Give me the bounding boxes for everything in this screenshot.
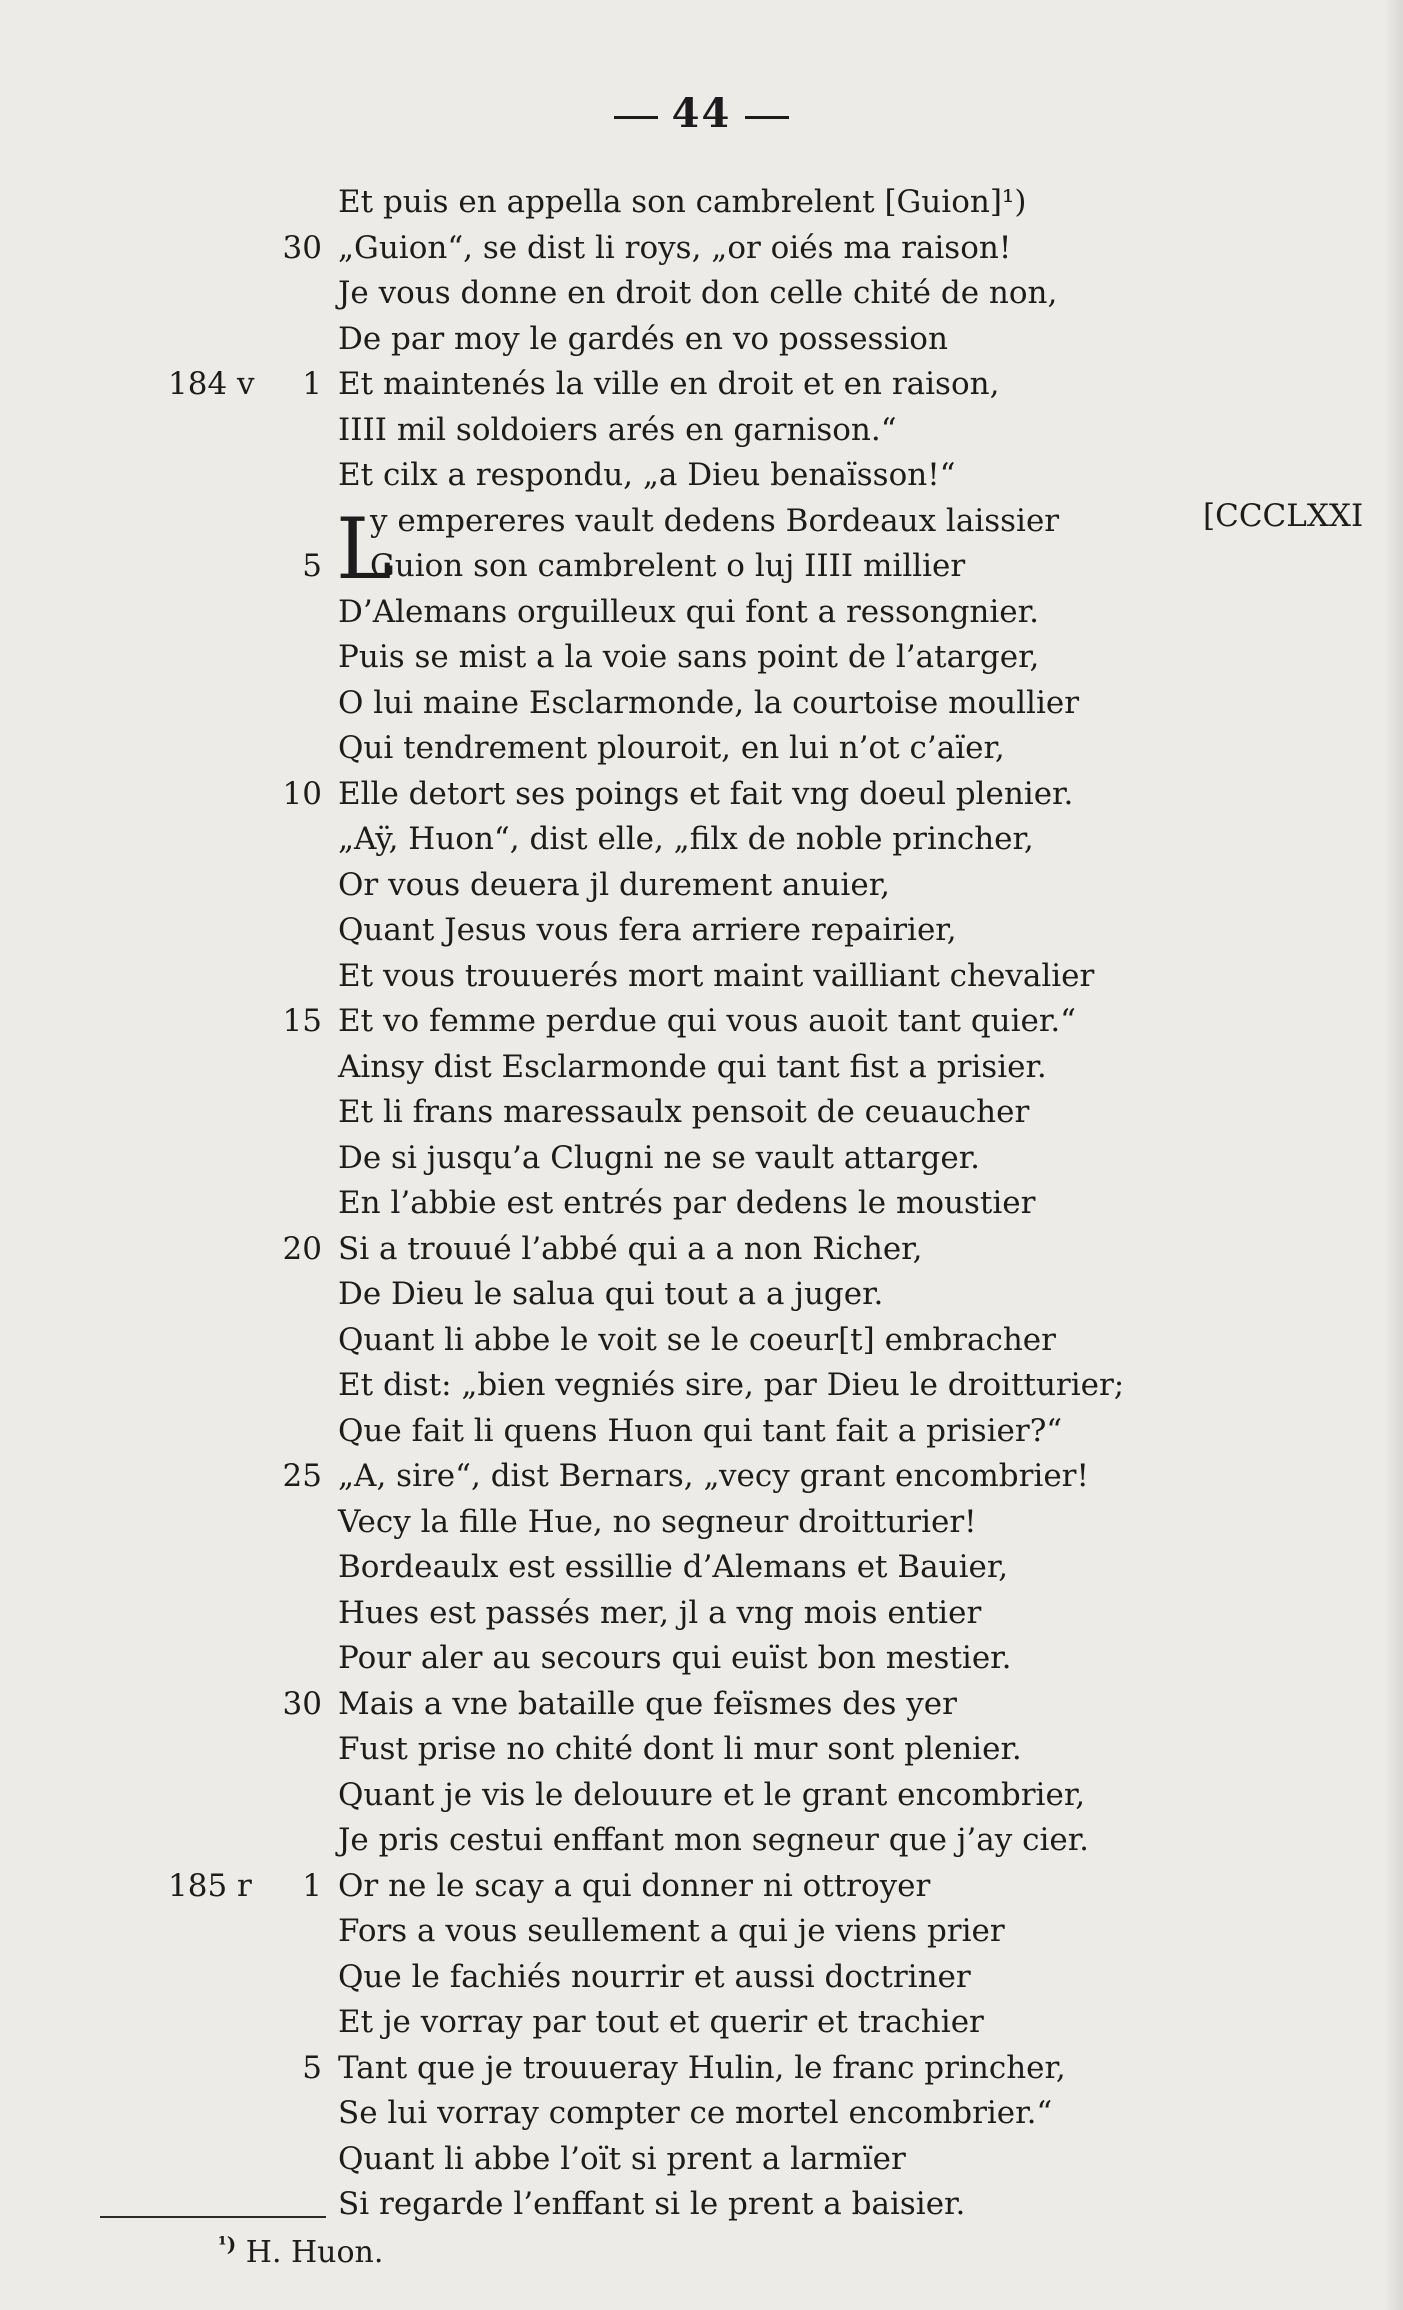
line-text: Que le fachiés nourrir et aussi doctriner [338, 1958, 971, 1995]
chapter-mark: [CCCLXXI [1203, 498, 1364, 534]
poem-line [0, 453, 1403, 499]
line-text: D’Alemans orguilleux qui font a ressongnier. [338, 593, 1039, 630]
line-text: Et cilx a respondu, „a Dieu benaïsson!“ [338, 457, 956, 493]
poem-line [0, 1363, 1403, 1409]
line-text: Que fait li quens Huon qui tant fait a prisier?“ [338, 1412, 1063, 1449]
line-text: Pour aler au secours qui euïst bon mestier. [338, 1640, 1012, 1676]
line-text: Tant que je trouueray Hulin, le franc princher, [338, 2049, 1066, 2086]
line-number: 10 [282, 775, 322, 812]
line-text: Vecy la fille Hue, no segneur droitturier! [338, 1503, 977, 1540]
line-text: Je vous donne en droit don celle chité de non, [338, 275, 1058, 311]
line-text: Et puis en appella son cambrelent [Guion]¹) [338, 184, 1027, 220]
line-text: Qui tendrement plouroit, en lui n’ot c’aïer, [338, 730, 1005, 766]
poem-line [0, 1636, 1403, 1682]
poem-line [0, 1045, 1403, 1091]
line-number: 25 [282, 1458, 322, 1494]
poem-line [0, 2046, 1403, 2092]
line-text: Puis se mist a la voie sans point de l’atarger, [338, 639, 1040, 675]
line-text: Quant li abbe le voit se le coeur[t] embracher [338, 1321, 1056, 1358]
poem-line [0, 362, 1403, 408]
line-text: Quant Jesus vous fera arriere repairier, [338, 912, 957, 948]
poem-line [0, 1136, 1403, 1182]
poem-line [0, 1272, 1403, 1318]
folio-marker: 185 r [168, 1867, 252, 1904]
poem-line [0, 681, 1403, 727]
line-text: Ainsy dist Esclarmonde qui tant fist a prisier. [338, 1048, 1047, 1085]
line-text: Guion son cambrelent o luj IIII millier [370, 548, 966, 584]
poem-line [0, 863, 1403, 909]
poem-line [0, 1773, 1403, 1819]
poem-line [0, 954, 1403, 1000]
line-text: De si jusqu’a Clugni ne se vault attarger. [338, 1139, 981, 1176]
poem-line [0, 317, 1403, 363]
poem-line [0, 1818, 1403, 1864]
poem-line [0, 1955, 1403, 2001]
footnote-rule [100, 2216, 326, 2218]
line-text: Elle detort ses poings et fait vng doeul plenier. [338, 775, 1074, 812]
poem-line [0, 226, 1403, 272]
poem-line [0, 1682, 1403, 1728]
line-text: IIII mil soldoiers arés en garnison.“ [338, 411, 897, 448]
line-text: „Guion“, se dist li roys, „or oiés ma raison! [338, 229, 1012, 266]
line-text: Si regarde l’enffant si le prent a baisier. [338, 2186, 966, 2222]
line-text: En l’abbie est entrés par dedens le moustier [338, 1185, 1036, 1221]
poem-line [0, 999, 1403, 1045]
line-number: 30 [282, 1685, 322, 1722]
line-text: Et je vorray par tout et querir et trachier [338, 2004, 984, 2040]
poem-line [0, 908, 1403, 954]
poem-line [0, 1090, 1403, 1136]
line-text: De Dieu le salua qui tout a a juger. [338, 1276, 884, 1312]
poem-line [0, 2182, 1403, 2228]
line-number: 15 [282, 1003, 322, 1039]
line-text: Quant je vis le delouure et le grant encombrier, [338, 1776, 1086, 1813]
line-number: 30 [282, 229, 322, 266]
poem-line [0, 1545, 1403, 1591]
poem-line [0, 1454, 1403, 1500]
poem-line [0, 544, 1403, 590]
poem-text [0, 180, 1403, 2228]
line-text: „Aÿ, Huon“, dist elle, „filx de noble princher, [338, 821, 1034, 857]
poem-line [0, 1181, 1403, 1227]
line-text: Je pris cestui enffant mon segneur que j’ay cier. [338, 1822, 1090, 1858]
poem-line [0, 1500, 1403, 1546]
line-text: Or ne le scay a qui donner ni ottroyer [338, 1867, 931, 1904]
folio-marker: 184 v [168, 366, 255, 402]
poem-line [0, 635, 1403, 681]
line-number: 20 [282, 1230, 322, 1267]
line-text: Et maintenés la ville en droit et en raison, [338, 366, 1000, 402]
footnote-marker: ¹) [218, 2232, 237, 2256]
line-number: 1 [302, 366, 322, 402]
line-text: Et li frans maressaulx pensoit de ceuaucher [338, 1094, 1030, 1130]
page-number: 44 [671, 90, 732, 137]
line-text: Or vous deuera jl durement anuier, [338, 866, 890, 903]
poem-line [0, 590, 1403, 636]
poem-line [0, 1409, 1403, 1455]
poem-line [0, 271, 1403, 317]
poem-line [0, 408, 1403, 454]
page-edge [1385, 0, 1403, 2310]
poem-line [0, 180, 1403, 226]
poem-line [0, 2000, 1403, 2046]
poem-line [0, 1909, 1403, 1955]
line-text: De par moy le gardés en vo possession [338, 320, 948, 357]
left-dash [614, 116, 658, 119]
poem-line [0, 1227, 1403, 1273]
page-header [0, 90, 1403, 137]
poem-line [0, 1864, 1403, 1910]
line-text: Quant li abbe l’oït si prent a larmïer [338, 2140, 906, 2177]
line-text: Bordeaulx est essillie d’Alemans et Bauier, [338, 1549, 1009, 1585]
footnote [218, 2232, 383, 2270]
line-text: y empereres vault dedens Bordeaux laissier [370, 502, 1060, 539]
poem-line [0, 1318, 1403, 1364]
poem-line [0, 817, 1403, 863]
poem-line [0, 2091, 1403, 2137]
line-number: 1 [302, 1867, 322, 1904]
line-text: Et vo femme perdue qui vous auoit tant quier.“ [338, 1003, 1077, 1039]
poem-line [0, 2137, 1403, 2183]
line-text: Se lui vorray compter ce mortel encombrier.“ [338, 2095, 1053, 2131]
right-dash [745, 116, 789, 119]
poem-line [0, 772, 1403, 818]
poem-line [0, 1591, 1403, 1637]
poem-line [0, 726, 1403, 772]
line-text: Mais a vne bataille que feïsmes des yer [338, 1685, 957, 1722]
footnote-text: H. Huon. [245, 2235, 384, 2270]
line-text: Si a trouué l’abbé qui a a non Richer, [338, 1230, 923, 1267]
poem-line [0, 1727, 1403, 1773]
line-text: Et vous trouuerés mort maint vailliant chevalier [338, 957, 1095, 994]
line-number: 5 [302, 548, 322, 584]
drop-capital: L [336, 499, 392, 598]
line-text: Et dist: „bien vegniés sire, par Dieu le droitturier; [338, 1367, 1125, 1403]
line-text: Fust prise no chité dont li mur sont plenier. [338, 1731, 1022, 1767]
line-text: Fors a vous seullement a qui je viens prier [338, 1913, 1005, 1949]
line-number: 5 [302, 2049, 322, 2086]
line-text: „A, sire“, dist Bernars, „vecy grant encombrier! [338, 1458, 1089, 1494]
line-text: Hues est passés mer, jl a vng mois entier [338, 1594, 982, 1631]
line-text: O lui maine Esclarmonde, la courtoise moullier [338, 684, 1080, 721]
